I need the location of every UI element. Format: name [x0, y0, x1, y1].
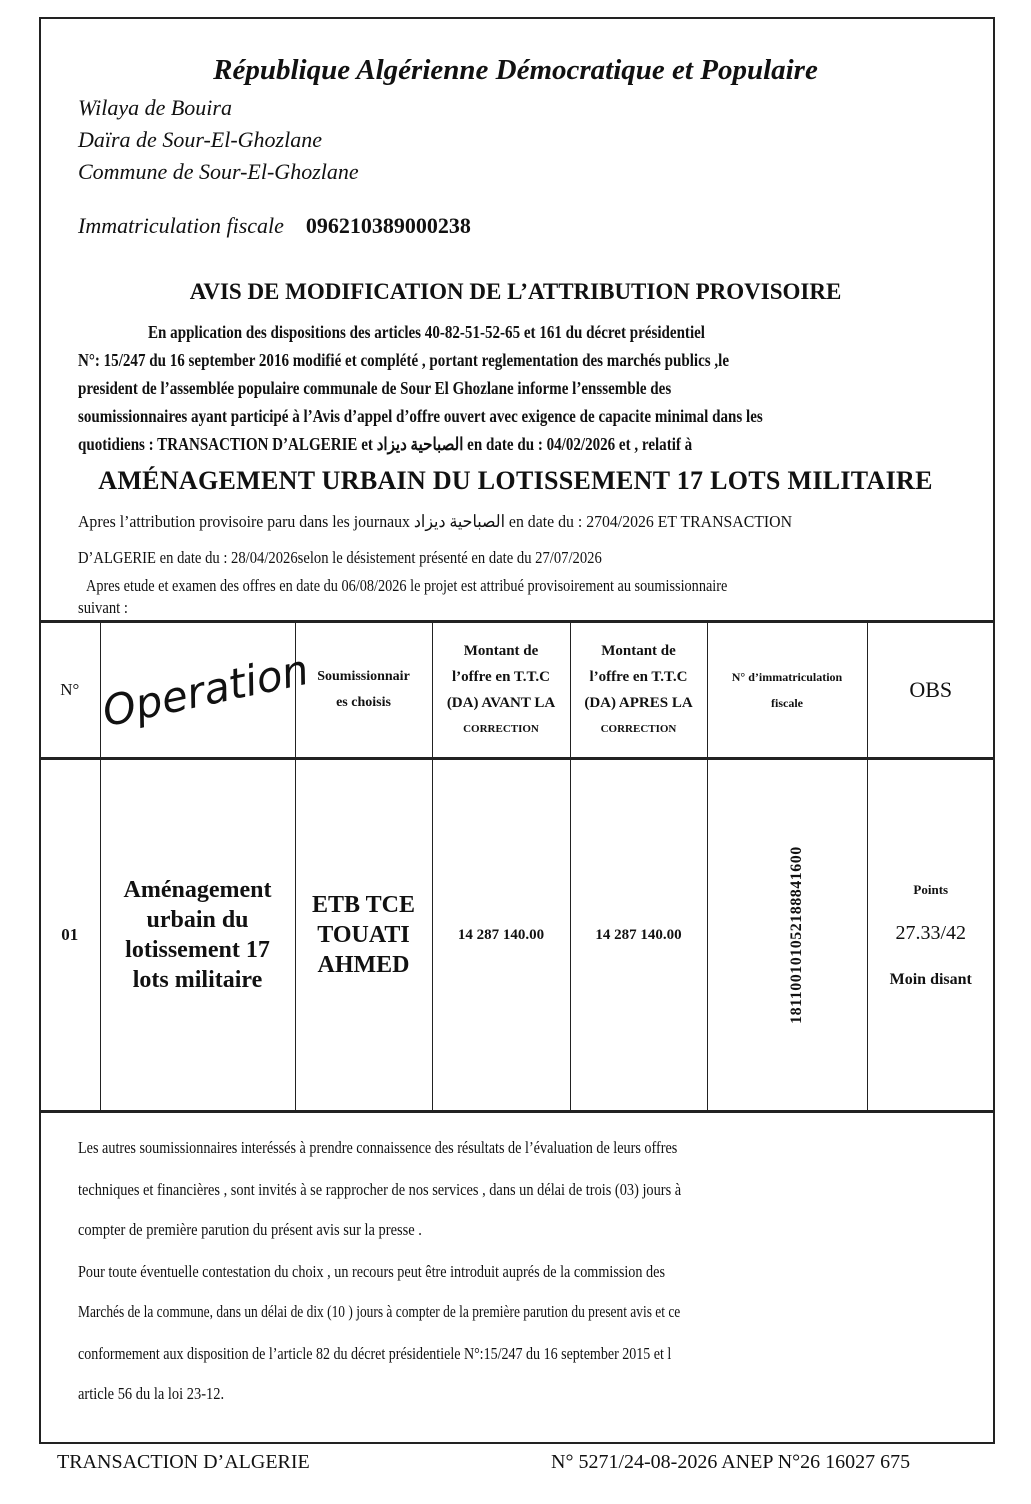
operation-label: Operation — [97, 644, 313, 736]
after-line-2: D’ALGERIE en date du : 28/04/2026selon le désistement présenté en date du 27/07/2026 — [78, 548, 602, 567]
closing-line-7: article 56 du la loi 23-12. — [78, 1384, 225, 1403]
daira-line: Daïra de Sour-El-Ghozlane — [78, 127, 322, 152]
footer-reference: N° 5271/24-08-2026 ANEP N°26 16027 675 — [551, 1451, 911, 1473]
header-amount-after: Montant de l’offre en T.T.C (DA) APRES LA CORRECTION — [570, 622, 707, 759]
intro-line-3: president de l’assemblée populaire communale de Sour El Ghozlane informe l’enssemble des — [78, 378, 672, 398]
intro-line-2: N°: 15/247 du 16 september 2016 modifié et complété , portant reglementation des marchés publics ,le — [78, 350, 730, 370]
header-fiscal-number: N° d’immatriculation fiscale — [707, 622, 867, 759]
closing-line-2: techniques et financières , sont invités à se rapprocher de nos services , dans un délai de trois (03) jours à — [78, 1180, 682, 1199]
header-no: N° — [40, 622, 100, 759]
after-line-4: suivant : — [78, 598, 128, 617]
header-operation — [97, 622, 313, 759]
row-obs: Points 27.33/42 Moin disant — [867, 759, 994, 1112]
republic-title: République Algérienne Démocratique et Populaire — [213, 54, 818, 86]
row-no: 01 — [40, 759, 100, 1112]
fiscal-value: 096210389000238 — [305, 213, 471, 238]
fiscal-label: Immatriculation fiscale — [78, 213, 284, 238]
table-row — [40, 759, 994, 1112]
intro-line-5: quotidiens : TRANSACTION D’ALGERIE et الصباحية ديزاد en date du : 04/02/2026 et , relatif à — [78, 434, 693, 454]
commune-line: Commune de Sour-El-Ghozlane — [78, 159, 359, 184]
after-line-3: Apres etude et examen des offres en date du 06/08/2026 le projet est attribué provisoirement au soumissionnaire — [86, 576, 728, 595]
closing-line-4: Pour toute éventuelle contestation du choix , un recours peut être introduit auprés de la commission des — [78, 1262, 665, 1281]
attribution-table — [40, 620, 994, 1113]
closing-line-1: Les autres soumissionnaires interéssés à prendre connaissence des résultats de l’évaluation de leurs offres — [78, 1138, 678, 1157]
header-obs: OBS — [867, 622, 994, 759]
footer-newspaper: TRANSACTION D’ALGERIE — [57, 1451, 310, 1473]
after-line-1: Apres l’attribution provisoire paru dans les journaux الصباحية ديزاد en date du : 2704/2026 ET TRANSACTION — [78, 512, 793, 531]
table-header-row — [40, 622, 994, 759]
row-fiscal-number: 181100101052188841600 — [707, 759, 867, 1112]
row-operation: Aménagement urbain du lotissement 17 lots militaire — [100, 759, 295, 1112]
intro-line-1: En application des dispositions des articles 40-82-51-52-65 et 161 du décret présidentiel — [148, 322, 705, 342]
closing-line-6: conformement aux disposition de l’article 82 du décret présidentiele N°:15/247 du 16 september 2015 et l — [78, 1344, 672, 1363]
row-soumissionnaire: ETB TCE TOUATI AHMED — [295, 759, 432, 1112]
header-soumissionnaires: Soumissionnair es choisis — [295, 622, 432, 759]
intro-line-4: soumissionnaires ayant participé à l’Avis d’appel d’offre ouvert avec exigence de capacite minimal dans les — [78, 406, 763, 426]
row-amount-before: 14 287 140.00 — [432, 759, 570, 1112]
closing-line-3: compter de première parution du présent avis sur la presse . — [78, 1220, 422, 1239]
wilaya-line: Wilaya de Bouira — [78, 95, 232, 120]
header-amount-before: Montant de l’offre en T.T.C (DA) AVANT LA CORRECTION — [432, 622, 570, 759]
closing-line-5: Marchés de la commune, dans un délai de dix (10 ) jours à compter de la première parution du present avis et ce — [78, 1302, 681, 1321]
row-amount-after: 14 287 140.00 — [570, 759, 707, 1112]
project-title: AMÉNAGEMENT URBAIN DU LOTISSEMENT 17 LOTS MILITAIRE — [98, 466, 933, 495]
notice-heading: AVIS DE MODIFICATION DE L’ATTRIBUTION PROVISOIRE — [189, 279, 842, 304]
fiscal-id — [78, 213, 471, 239]
